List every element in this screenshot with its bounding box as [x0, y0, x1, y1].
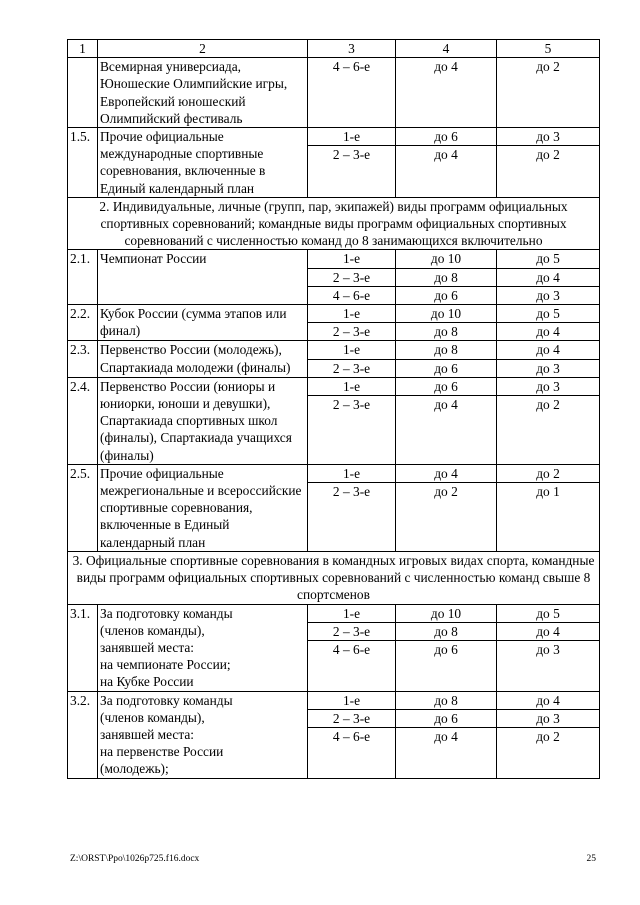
col5-value-cell [497, 58, 600, 128]
place-value: 1-е [342, 129, 361, 145]
col4-value: до 8 [396, 322, 496, 340]
row-number: 2.5. [68, 464, 98, 551]
col5-value-cell [497, 691, 600, 778]
row-number: 2.2. [68, 305, 98, 341]
competition-name: Чемпионат России [98, 250, 308, 305]
col4-value-cell [396, 250, 497, 305]
competition-name-line: занявшей места: [100, 639, 195, 655]
col4-value: до 4 [396, 395, 496, 413]
place-value-cell [308, 377, 396, 464]
col4-value: до 6 [396, 709, 496, 727]
col4-value: до 6 [434, 378, 458, 394]
competition-name-line: (членов команды), [100, 622, 205, 638]
col5-value: до 4 [497, 268, 599, 286]
place-value: 1-е [342, 306, 361, 322]
place-value-cell [308, 58, 396, 128]
col4-value-cell [396, 58, 497, 128]
col5-value: до 4 [497, 322, 599, 340]
row-number [68, 58, 98, 128]
competition-name-line: на первенстве России [100, 744, 224, 760]
place-value: 2 – 3-е [308, 359, 395, 377]
table-row [68, 305, 600, 341]
competition-name: Прочие официальные международные спортивные соревнования, включенные в Единый календарный план [98, 128, 308, 198]
col4-value-cell [396, 341, 497, 377]
col4-value: до 6 [396, 359, 496, 377]
col4-value: до 10 [430, 306, 462, 322]
competition-name: Прочие официальные межрегиональные и всероссийские спортивные соревнования, включенные в Единый календарный план [98, 464, 308, 551]
competition-name-line: на Кубке России [100, 674, 194, 690]
table-row [68, 250, 600, 305]
place-value-cell [308, 464, 396, 551]
section-heading: 3. Официальные спортивные соревнования в командных игровых видах спорта, командные виды программ официальных спортивных соревнований с численностью команд свыше 8 спортсменов [68, 551, 600, 604]
place-value: 4 – 6-е [308, 640, 395, 658]
col5-value: до 3 [497, 286, 599, 304]
col5-value: до 2 [497, 727, 599, 745]
place-value-cell [308, 691, 396, 778]
page-number: 25 [586, 854, 596, 864]
table-row [68, 604, 600, 691]
row-number: 1.5. [68, 128, 98, 198]
col4-value: до 8 [434, 692, 458, 708]
place-value: 2 – 3-е [308, 709, 395, 727]
place-value: 2 – 3-е [308, 145, 395, 163]
col5-value: до 4 [536, 692, 560, 708]
competition-name-line: на чемпионате России; [100, 657, 231, 673]
section-heading: 2. Индивидуальные, личные (групп, пар, экипажей) виды программ официальных спортивных соревнований; командные виды программ официальных спортивных соревнований с численностью команд до 8 занимающихся включительно [68, 197, 600, 250]
place-value: 2 – 3-е [308, 395, 395, 413]
col5-value: до 5 [536, 605, 560, 621]
col4-value: до 8 [396, 622, 496, 640]
col4-value-cell [396, 305, 497, 341]
competition-name: Первенство России (юниоры и юниорки, юноши и девушки), Спартакиада спортивных школ (финалы), Спартакиада учащихся (финалы) [98, 377, 308, 464]
norms-table [67, 39, 600, 779]
col4-value-cell [396, 464, 497, 551]
section-row [68, 551, 600, 604]
col4-value: до 4 [434, 465, 458, 481]
col5-value-cell [497, 377, 600, 464]
place-value: 2 – 3-е [308, 322, 395, 340]
col4-value: до 2 [396, 482, 496, 500]
col4-value: до 6 [396, 286, 496, 304]
table-row [68, 377, 600, 464]
col5-value-cell [497, 305, 600, 341]
competition-name: Первенство России (молодежь), Спартакиада молодежи (финалы) [98, 341, 308, 377]
place-value: 1-е [342, 378, 361, 394]
col5-value: до 4 [536, 342, 560, 358]
place-value-cell [308, 305, 396, 341]
place-value-cell [308, 128, 396, 198]
place-value: 2 – 3-е [308, 268, 395, 286]
place-value: 1-е [342, 465, 361, 481]
col4-value: до 4 [434, 59, 458, 75]
competition-name: Кубок России (сумма этапов или финал) [98, 305, 308, 341]
competition-name-line: За подготовку команды [100, 692, 233, 708]
col4-value: до 8 [434, 342, 458, 358]
header-cell: 4 [396, 40, 497, 58]
header-cell: 1 [68, 40, 98, 58]
competition-name: Всемирная универсиада, Юношеские Олимпийские игры, Европейский юношеский Олимпийский фестиваль [98, 58, 308, 128]
col4-value-cell [396, 128, 497, 198]
col5-value: до 2 [536, 59, 560, 75]
col5-value-cell [497, 250, 600, 305]
header-cell: 2 [98, 40, 308, 58]
section-row [68, 197, 600, 250]
place-value: 1-е [342, 251, 361, 267]
table-row [68, 128, 600, 198]
col4-value-cell [396, 691, 497, 778]
col5-value: до 3 [497, 359, 599, 377]
col5-value: до 1 [497, 482, 599, 500]
competition-name-line: За подготовку команды [100, 605, 233, 621]
col4-value: до 10 [430, 251, 462, 267]
col5-value-cell [497, 464, 600, 551]
header-cell: 3 [308, 40, 396, 58]
table-row [68, 691, 600, 778]
row-number: 2.3. [68, 341, 98, 377]
row-number: 3.1. [68, 604, 98, 691]
document-table-area [67, 39, 599, 779]
col4-value-cell [396, 377, 497, 464]
col5-value: до 2 [497, 145, 599, 163]
table-row [68, 464, 600, 551]
place-value: 4 – 6-е [308, 727, 395, 745]
header-row [68, 40, 600, 58]
competition-name-line: (членов команды), [100, 709, 205, 725]
competition-name [98, 691, 308, 778]
table-row [68, 341, 600, 377]
col5-value-cell [497, 341, 600, 377]
col4-value: до 8 [396, 268, 496, 286]
col4-value: до 6 [434, 129, 458, 145]
place-value-cell [308, 604, 396, 691]
col5-value: до 3 [536, 378, 560, 394]
col4-value: до 4 [396, 727, 496, 745]
competition-name [98, 604, 308, 691]
row-number: 2.1. [68, 250, 98, 305]
place-value: 2 – 3-е [308, 482, 395, 500]
col4-value: до 10 [430, 605, 462, 621]
col5-value-cell [497, 128, 600, 198]
row-number: 3.2. [68, 691, 98, 778]
col5-value: до 3 [497, 640, 599, 658]
col5-value: до 2 [536, 465, 560, 481]
place-value: 4 – 6-е [308, 286, 395, 304]
row-number: 2.4. [68, 377, 98, 464]
col5-value: до 5 [536, 251, 560, 267]
col5-value: до 3 [536, 129, 560, 145]
place-value-cell [308, 341, 396, 377]
col4-value: до 4 [396, 145, 496, 163]
col5-value: до 3 [497, 709, 599, 727]
place-value: 4 – 6-е [332, 59, 371, 75]
place-value: 1-е [342, 605, 361, 621]
col5-value: до 2 [497, 395, 599, 413]
place-value: 1-е [342, 342, 361, 358]
col5-value: до 5 [536, 306, 560, 322]
competition-name-line: занявшей места: [100, 726, 195, 742]
file-path: Z:\ORST\Ppo\1026p725.f16.docx [70, 854, 200, 864]
col4-value-cell [396, 604, 497, 691]
col4-value: до 6 [396, 640, 496, 658]
competition-name-line: (молодежь); [100, 761, 169, 777]
place-value: 1-е [342, 692, 361, 708]
col5-value: до 4 [497, 622, 599, 640]
place-value: 2 – 3-е [308, 622, 395, 640]
header-cell: 5 [497, 40, 600, 58]
table-row [68, 58, 600, 128]
col5-value-cell [497, 604, 600, 691]
place-value-cell [308, 250, 396, 305]
